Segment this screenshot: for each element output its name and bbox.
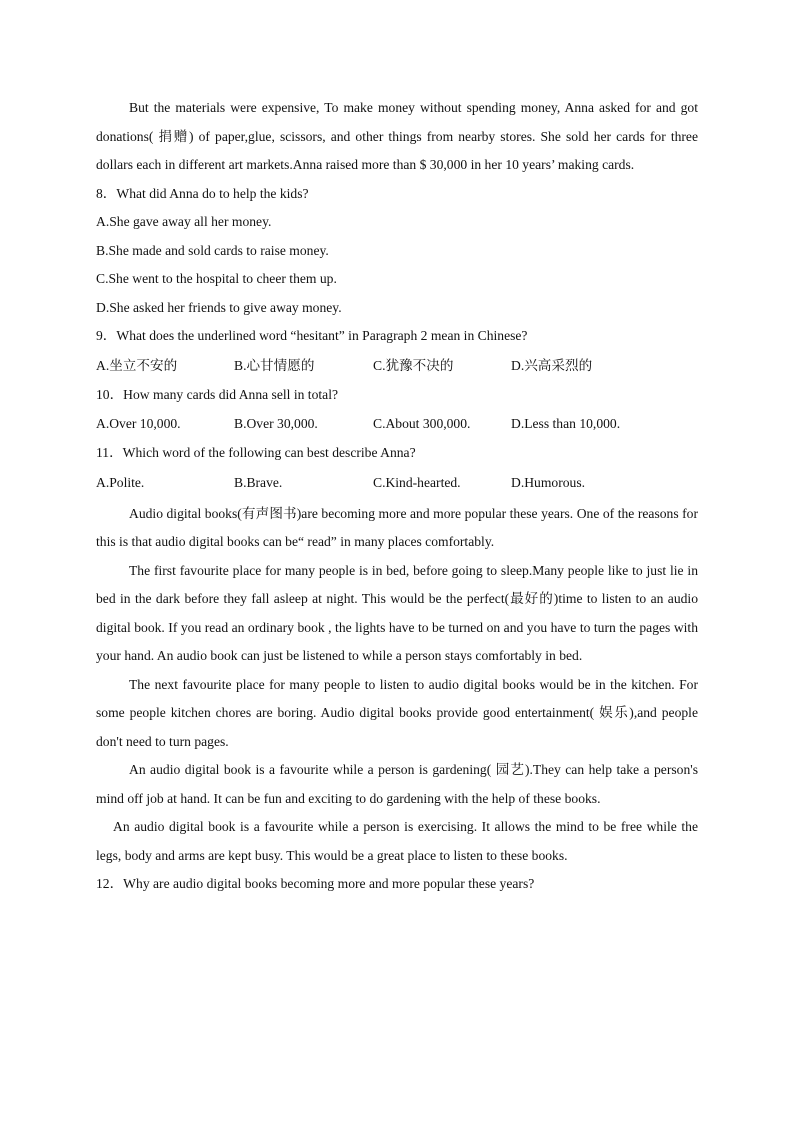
question-9-stem: 9．What does the underlined word “hesitant” in Paragraph 2 mean in Chinese? (96, 328, 528, 343)
question-8-option-a: A.She gave away all her money. (96, 214, 272, 229)
question-11-option-c: C.Kind-hearted. (373, 474, 461, 490)
question-11-option-b: B.Brave. (234, 474, 283, 490)
question-8-option-b: B.She made and sold cards to raise money. (96, 242, 329, 258)
question-9-option-b: B.心甘情愿的 (234, 357, 315, 373)
question-8-stem: 8．What did Anna do to help the kids? (96, 185, 309, 201)
question-11-option-a: A.Polite. (96, 474, 145, 490)
document-page (96, 94, 698, 899)
question-10-option-b: B.Over 30,000. (234, 416, 318, 431)
passage1-paragraph: But the materials were expensive, To make money without spending money, Anna asked for and got donations( 捐赠) of paper,glue, scissors, and other things from nearby stores. She sold her cards for three dollars each in different art markets.Anna raised more than $ 30,000 in her 10 years’ making cards. (96, 100, 698, 172)
question-12-stem: 12．Why are audio digital books becoming more and more popular these years? (96, 876, 535, 891)
question-10-option-c: C.About 300,000. (373, 416, 471, 431)
question-10-option-d: D.Less than 10,000. (511, 416, 621, 431)
question-8-option-c: C.She went to the hospital to cheer them up. (96, 271, 337, 286)
question-11-stem: 11．Which word of the following can best describe Anna? (96, 445, 416, 460)
question-9-option-c: C.犹豫不决的 (373, 357, 454, 373)
question-8-option-d: D.She asked her friends to give away money. (96, 299, 342, 315)
passage2-paragraph-2: The first favourite place for many people is in bed, before going to sleep.Many people like to just lie in bed in the dark before they fall asleep at night. This would be the perfect(最好的)time to listen to an audio digital book. If you read an ordinary book , the lights have to be turned on and you have to turn the pages with your hand. An audio book can just be listened to while a person stays comfortably in bed. (96, 562, 698, 663)
question-10-options (96, 409, 698, 439)
question-9-options (96, 351, 698, 381)
question-9-option-d: D.兴高采烈的 (511, 357, 593, 373)
question-10-option-a: A.Over 10,000. (96, 416, 181, 431)
passage2-paragraph-5: An audio digital book is a favourite while a person is exercising. It allows the mind to be free while the legs, body and arms are kept busy. This would be a great place to listen to these books. (96, 819, 698, 863)
passage2-paragraph-3: The next favourite place for many people to listen to audio digital books would be in the kitchen. For some people kitchen chores are boring. Audio digital books provide good entertainment( 娱乐),and people don't need to turn pages. (96, 676, 698, 749)
question-11-option-d: D.Humorous. (511, 474, 586, 490)
question-9-option-a: A.坐立不安的 (96, 357, 178, 373)
question-10-stem: 10．How many cards did Anna sell in total? (96, 386, 338, 402)
passage2-paragraph-1: Audio digital books(有声图书)are becoming more and more popular these years. One of the reasons for this is that audio digital books can be“ read” in many places comfortably. (96, 505, 698, 549)
passage2-paragraph-4: An audio digital book is a favourite while a person is gardening( 园艺).They can help take a person's mind off job at hand. It can be fun and exciting to do gardening with the help of these books. (96, 762, 698, 806)
question-11-options (96, 468, 698, 498)
